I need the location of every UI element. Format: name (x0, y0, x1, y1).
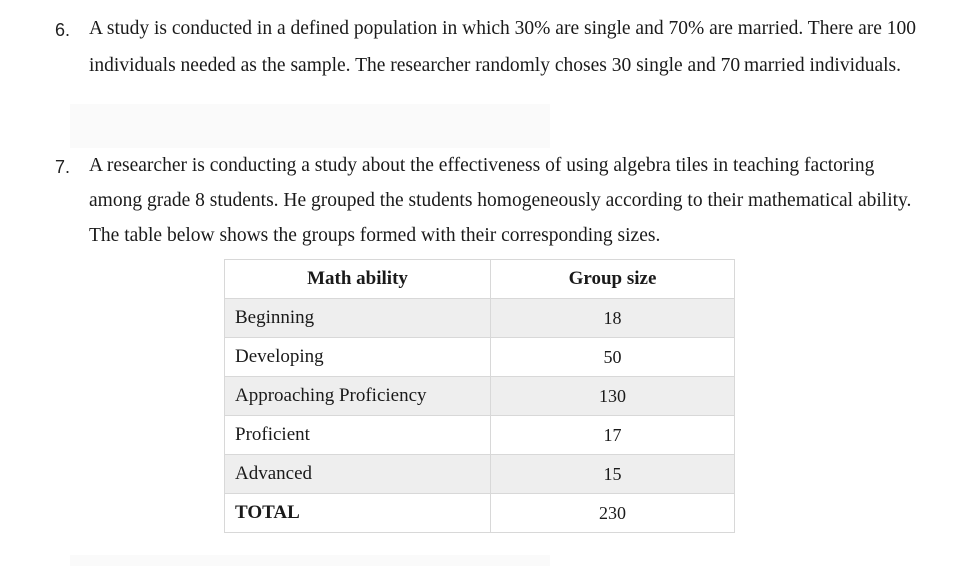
group-size-cell: 15 (491, 455, 735, 494)
question-text-line: A researcher is conducting a study about the effectiveness of using algebra tiles in teaching factoring (89, 155, 875, 176)
table-header-row (225, 260, 735, 299)
math-ability-cell: Beginning (225, 299, 491, 338)
question-text-line: individuals needed as the sample. The researcher randomly choses 30 single and 70 married individuals. (89, 55, 902, 76)
group-size-cell: 17 (491, 416, 735, 455)
math-ability-cell: Advanced (225, 455, 491, 494)
question-text-line: The table below shows the groups formed with their corresponding sizes. (89, 225, 661, 246)
table-row (225, 299, 735, 338)
table-row (225, 416, 735, 455)
column-header-math-ability: Math ability (225, 260, 491, 299)
question-text-line: A study is conducted in a defined population in which 30% are single and 70% are married. There are 100 (89, 18, 917, 39)
total-value-cell: 230 (491, 494, 735, 533)
group-size-cell: 130 (491, 377, 735, 416)
table-row (225, 377, 735, 416)
group-size-cell: 18 (491, 299, 735, 338)
table-row (225, 338, 735, 377)
group-size-cell: 50 (491, 338, 735, 377)
table-total-row (225, 494, 735, 533)
math-ability-cell: Approaching Proficiency (225, 377, 491, 416)
column-header-group-size: Group size (491, 260, 735, 299)
question-number: 6. (55, 20, 71, 40)
question-number: 7. (55, 157, 71, 177)
question-text-line: among grade 8 students. He grouped the students homogeneously according to their mathematical ability. (89, 190, 912, 211)
groups-table (224, 259, 735, 533)
total-label-cell: TOTAL (225, 494, 491, 533)
math-ability-cell: Proficient (225, 416, 491, 455)
math-ability-cell: Developing (225, 338, 491, 377)
blank-region (70, 104, 550, 148)
blank-region-bottom (70, 555, 550, 566)
table-row (225, 455, 735, 494)
